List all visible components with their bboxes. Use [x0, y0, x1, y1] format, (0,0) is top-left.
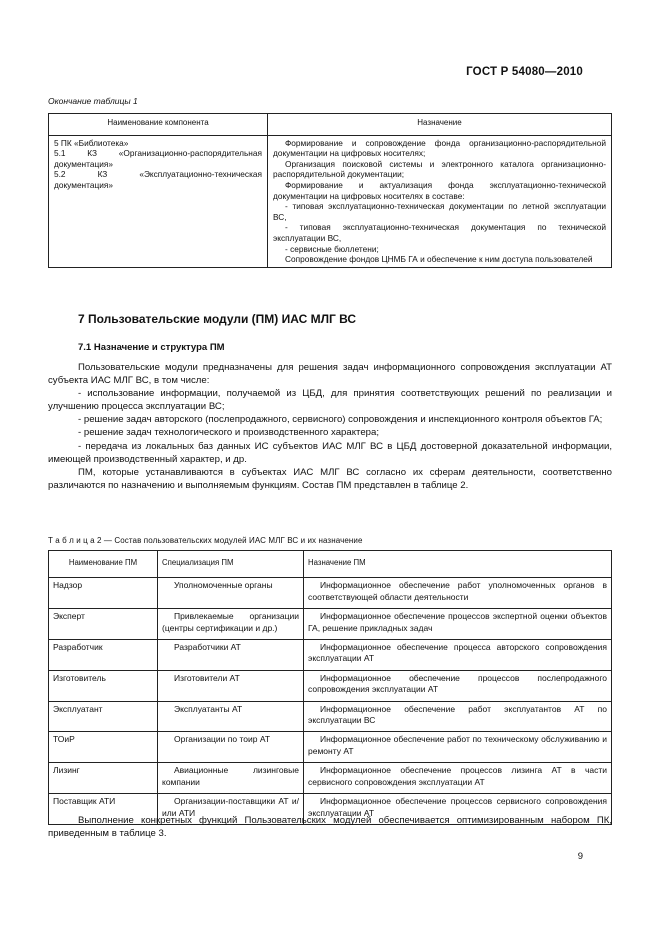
- purpose-line: - типовая эксплуатационно-техническая документации по летной эксплуатации ВС,: [273, 201, 606, 222]
- table2: [48, 550, 612, 825]
- table1-row: [49, 135, 612, 267]
- subsection-title: 7.1 Назначение и структура ПМ: [78, 342, 225, 353]
- closing-text: [48, 814, 612, 840]
- table2-col-header: Назначение ПМ: [304, 551, 612, 578]
- pm-purpose-cell: [304, 732, 612, 763]
- pm-name-cell: Лизинг: [49, 763, 158, 794]
- table1-col-header: Наименование компонента: [49, 114, 268, 136]
- pm-spec-text: Организации по тоир АТ: [174, 734, 271, 745]
- pm-purpose-text: Информационное обеспечение работ уполномоченных органов в соответствующей области деятельности: [308, 580, 607, 602]
- table2-caption: Т а б л и ц а 2 — Состав пользовательских модулей ИАС МЛГ ВС и их назначение: [48, 536, 363, 545]
- pm-purpose-text: Информационное обеспечение процессов сервисного сопровождения эксплуатации АТ: [308, 796, 607, 818]
- table-row: [49, 578, 612, 609]
- pm-name-cell: Разработчик: [49, 640, 158, 671]
- purpose-line: - сервисные бюллетени;: [285, 243, 379, 254]
- pm-name-cell: Эксперт: [49, 609, 158, 640]
- pm-purpose-text: Информационное обеспечение работ эксплуатантов АТ по эксплуатации ВС: [308, 703, 607, 726]
- table2-header-row: [49, 551, 612, 578]
- pm-purpose-cell: [304, 609, 612, 640]
- pm-spec-text: Организации-поставщики АТ и/или АТИ: [162, 796, 299, 818]
- pm-purpose-text: Информационное обеспечение процессов лизинга АТ в части сервисного сопровождения эксплуатации АТ: [308, 765, 607, 787]
- pm-purpose-cell: [304, 640, 612, 671]
- table-row: [49, 670, 612, 701]
- pm-spec-cell: [158, 763, 304, 794]
- purpose-line: Сопровождение фондов ЦНМБ ГА и обеспечение к ним доступа пользователей: [285, 254, 593, 265]
- purpose-line: - типовая эксплуатационно-техническая документация по технической эксплуатации ВС,: [273, 222, 606, 243]
- pm-spec-text: Авиационные лизинговые компании: [162, 765, 299, 787]
- pm-spec-cell: [158, 701, 304, 732]
- document-number: ГОСТ Р 54080—2010: [466, 66, 583, 78]
- pm-name-cell: ТОиР: [49, 732, 158, 763]
- pm-purpose-cell: [304, 763, 612, 794]
- component-line: 5.2 КЗ «Эксплуатационно-техническая документация»: [54, 169, 262, 190]
- pm-spec-text: Эксплуатанты АТ: [174, 703, 243, 714]
- table1-caption: Окончание таблицы 1: [48, 96, 138, 106]
- component-line: 5.1 КЗ «Организационно-распорядительная документация»: [54, 148, 262, 169]
- pm-purpose-cell: [304, 578, 612, 609]
- section-title: 7 Пользовательские модули (ПМ) ИАС МЛГ ВС: [78, 312, 357, 326]
- table1: [48, 113, 612, 268]
- table-row: [49, 609, 612, 640]
- table1-purpose-cell: [268, 135, 612, 267]
- table1-header-row: [49, 114, 612, 136]
- section-body: [48, 361, 612, 492]
- pm-spec-cell: [158, 732, 304, 763]
- pm-spec-text: Разработчики АТ: [174, 642, 241, 653]
- table-row: [49, 701, 612, 732]
- pm-spec-cell: [158, 640, 304, 671]
- pm-purpose-text: Информационное обеспечение процессов экспертной оценки объектов ГА, решение прикладных задач: [308, 611, 607, 633]
- pm-purpose-text: Информационное обеспечение процессов послепродажного сопровождения эксплуатации АТ: [308, 672, 607, 695]
- pm-spec-cell: [158, 609, 304, 640]
- pm-spec-cell: [158, 578, 304, 609]
- pm-purpose-cell: [304, 670, 612, 701]
- table-row: [49, 640, 612, 671]
- page-number: 9: [577, 851, 583, 862]
- component-line: 5 ПК «Библиотека»: [54, 137, 129, 148]
- pm-name-cell: Поставщик АТИ: [49, 794, 158, 825]
- pm-purpose-cell: [304, 701, 612, 732]
- paragraph: Выполнение конкретных функций Пользовательских модулей обеспечивается оптимизированным набором ПК, приведенным в таблице 3.: [48, 815, 612, 840]
- paragraph: - передача из локальных баз данных ИС субъектов ИАС МЛГ ВС в ЦБД достоверной доказательной информации, имеющей производственный характер, и др.: [48, 440, 612, 465]
- paragraph: ПМ, которые устанавливаются в субъектах ИАС МЛГ ВС согласно их сферам деятельности, соответственно различаются по назначению и выполняемым функциям. Состав ПМ представлен в таблице 2.: [48, 466, 612, 491]
- pm-spec-cell: [158, 670, 304, 701]
- paragraph: - использование информации, получаемой из ЦБД, для принятия соответствующих решений по реализации и улучшению процесса эксплуатации ВС;: [48, 388, 612, 413]
- pm-spec-text: Изготовители АТ: [174, 672, 240, 683]
- table-row: [49, 732, 612, 763]
- purpose-line: Организация поисковой системы и электронного каталога организационно-распорядительной документации;: [273, 158, 606, 180]
- paragraph: Пользовательские модули предназначены для решения задач информационного сопровождения эксплуатации АТ субъекта ИАС МЛГ ВС, в том числе:: [48, 362, 612, 387]
- pm-purpose-text: Информационное обеспечение работ по техническому обслуживанию и ремонту АТ: [308, 734, 607, 756]
- pm-name-cell: Надзор: [49, 578, 158, 609]
- pm-name-cell: Изготовитель: [49, 670, 158, 701]
- purpose-line: Формирование и актуализация фонда эксплуатационно-технической документации на цифровых носителях в составе:: [273, 179, 606, 201]
- table1-col-header: Назначение: [268, 114, 612, 136]
- pm-spec-text: Уполномоченные органы: [174, 580, 273, 591]
- paragraph: - решение задач технологического и производственного характера;: [78, 427, 379, 439]
- table1-component-cell: [49, 135, 268, 267]
- table2-col-header: Наименование ПМ: [49, 551, 158, 578]
- pm-purpose-text: Информационное обеспечение процесса авторского сопровождения эксплуатации АТ: [308, 642, 607, 664]
- table-row: [49, 763, 612, 794]
- paragraph: - решение задач авторского (послепродажного, сервисного) сопровождения и инспекционного контроля объектов ГА;: [78, 414, 603, 426]
- pm-spec-text: Привлекаемые организации (центры сертификации и др.): [162, 611, 299, 633]
- pm-name-cell: Эксплуатант: [49, 701, 158, 732]
- purpose-line: Формирование и сопровождение фонда организационно-распорядительной документации на цифровых носителях;: [273, 137, 606, 159]
- table2-col-header: Специализация ПМ: [158, 551, 304, 578]
